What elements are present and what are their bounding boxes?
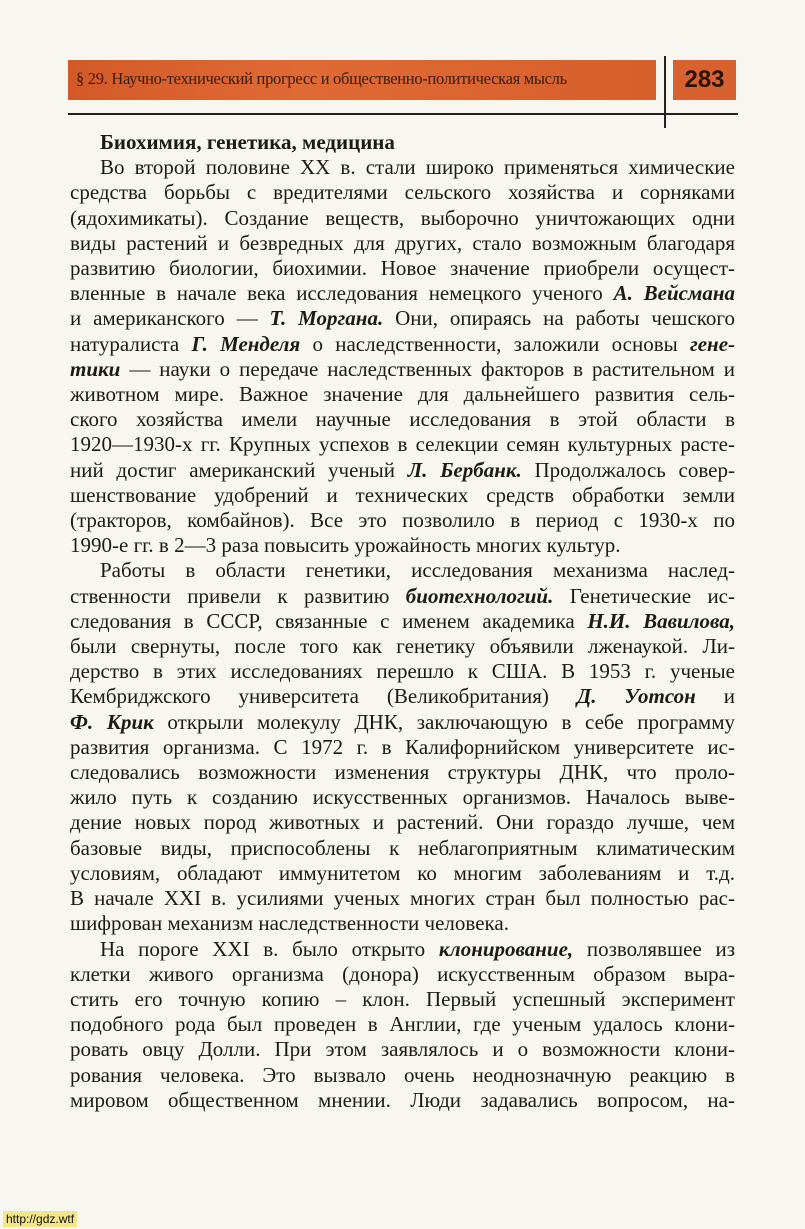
body-text — [70, 130, 735, 1113]
text-line — [70, 785, 735, 810]
text-line — [70, 684, 735, 709]
text-line — [70, 987, 735, 1012]
emphasized-term: биотехнологий. — [405, 583, 554, 608]
text-line — [70, 836, 735, 861]
watermark-link[interactable]: http://gdz.wtf — [3, 1211, 77, 1227]
text-segment: средства борьбы с вредителями сельского хозяйства и сорняками — [70, 180, 735, 205]
text-segment: условиям, обладают иммунитетом ко многим заболеваниям и т.д. — [70, 860, 735, 885]
emphasized-term: Л. Бербанк. — [407, 457, 522, 482]
emphasized-term: гене- — [689, 331, 736, 356]
text-line — [70, 1088, 735, 1113]
text-line — [70, 483, 735, 508]
text-line — [70, 634, 735, 659]
text-segment: Во второй половине XX в. стали широко применяться химические — [100, 155, 735, 180]
text-segment: В начале XXI в. усилиями ученых многих стран был полностью рас- — [70, 886, 735, 911]
text-line — [70, 886, 735, 911]
text-segment: о наследственности, заложили основы — [300, 331, 690, 356]
text-segment: позволявшее из — [573, 936, 735, 961]
text-segment: открыли молекулу ДНК, заключающую в себе программу — [153, 709, 735, 734]
text-line — [70, 508, 735, 533]
text-segment: рования человека. Это вызвало очень неоднозначную реакцию в — [70, 1062, 735, 1087]
text-segment: базовые виды, приспособлены к неблагоприятным климатическим — [70, 835, 735, 860]
text-segment: и американского — — [70, 306, 270, 331]
text-line — [70, 306, 735, 331]
text-segment: Биохимия, генетика, медицина — [100, 130, 395, 154]
running-header-title: § 29. Научно-технический прогресс и общественно-политическая мысль — [76, 69, 567, 88]
text-line — [70, 231, 735, 256]
text-line — [70, 180, 735, 205]
text-line — [70, 357, 735, 382]
emphasized-term: Т. Моргана. — [269, 306, 384, 331]
text-segment: дение новых пород животных и растений. Они гораздо лучше, чем — [70, 810, 735, 835]
text-segment: и — [695, 684, 736, 709]
text-segment: шенствование удобрений и технических средств обработки земли — [70, 482, 735, 507]
text-segment: (ядохимикаты). Создание веществ, выборочно уничтожающих одни — [70, 205, 735, 230]
emphasized-term: Н.И. Вавилова, — [587, 608, 735, 633]
text-segment: развитию биологии, биохимии. Новое значение приобрели осущест- — [70, 256, 735, 281]
text-segment: развития организма. С 1972 г. в Калифорнийском университете ис- — [70, 734, 735, 759]
text-segment: ний достиг американский ученый — [70, 457, 408, 482]
text-line — [70, 609, 735, 634]
text-segment: ского хозяйства имели научные исследования в этой области в — [70, 407, 735, 432]
text-line — [70, 937, 735, 962]
text-line — [70, 533, 735, 558]
text-segment: На пороге XXI в. было открыто — [100, 936, 439, 961]
text-line — [70, 382, 735, 407]
text-line — [70, 458, 735, 483]
text-line — [70, 155, 735, 180]
text-line — [70, 206, 735, 231]
text-segment: шифрован механизм наследственности человека. — [70, 911, 509, 936]
page-number: 283 — [684, 66, 725, 93]
text-line — [70, 407, 735, 432]
text-segment: были свернуты, после того как генетику объявили лженаукой. Ли- — [70, 634, 735, 659]
text-segment: виды растений и безвредных для других, стало возможным благодаря — [70, 230, 735, 255]
text-line — [70, 861, 735, 886]
emphasized-term: Д. Уотсон — [576, 684, 696, 709]
text-line — [70, 1012, 735, 1037]
text-segment: Работы в области генетики, исследования механизма наслед- — [100, 558, 735, 583]
text-segment: — науки о передаче наследственных факторов в растительном и — [120, 356, 735, 381]
emphasized-term: Г. Менделя — [191, 331, 301, 356]
text-segment: (тракторов, комбайнов). Все это позволило в период с 1930-х по — [70, 508, 735, 533]
text-segment: Они, опираясь на работы чешского — [383, 306, 735, 331]
text-line — [70, 659, 735, 684]
running-header-bar — [68, 60, 656, 100]
text-line — [70, 1063, 735, 1088]
text-segment: жило путь к созданию искусственных организмов. Началось выве- — [70, 785, 735, 810]
text-segment: 1990-е гг. в 2—3 раза повысить урожайность многих культур. — [70, 533, 621, 558]
text-segment: стить его точную копию – клон. Первый успешный эксперимент — [70, 986, 735, 1011]
text-segment: натуралиста — [70, 331, 192, 356]
text-line — [70, 584, 735, 609]
text-line — [70, 281, 735, 306]
text-line — [70, 735, 735, 760]
header-vertical-rule — [664, 56, 666, 128]
text-line — [70, 256, 735, 281]
text-segment: 1920—1930-х гг. Крупных успехов в селекции семян культурных расте- — [70, 432, 735, 457]
text-line — [70, 432, 735, 457]
section-heading — [70, 130, 735, 155]
text-line — [70, 558, 735, 583]
text-segment: дерство в этих исследованиях перешло к США. В 1953 г. ученые — [70, 659, 735, 684]
emphasized-term: Ф. Крик — [70, 709, 154, 734]
text-segment: следовались возможности изменения структуры ДНК, что проло- — [70, 760, 735, 785]
text-line — [70, 1037, 735, 1062]
header-rule — [68, 113, 738, 115]
text-line — [70, 710, 735, 735]
emphasized-term: клонирование, — [438, 936, 574, 961]
text-segment: клетки живого организма (донора) искусственным образом выра- — [70, 961, 735, 986]
page-number-box — [673, 60, 736, 100]
text-line — [70, 760, 735, 785]
text-line — [70, 810, 735, 835]
text-segment: ровать овцу Долли. При этом заявлялось и о возможности клони- — [70, 1037, 735, 1062]
text-line — [70, 911, 735, 936]
text-segment: Кембриджского университета (Великобритания) — [70, 684, 577, 709]
text-segment: мировом общественном мнении. Люди задавались вопросом, на- — [70, 1087, 735, 1112]
text-segment: подобного рода был проведен в Англии, где ученым удалось клони- — [70, 1012, 735, 1037]
emphasized-term: А. Вейсмана — [613, 281, 735, 306]
text-segment: следования в СССР, связанные с именем академика — [70, 608, 588, 633]
text-segment: Продолжалось совер- — [521, 457, 735, 482]
text-segment: вленные в начале века исследования немецкого ученого — [70, 281, 614, 306]
text-segment: ственности привели к развитию — [70, 583, 406, 608]
text-line — [70, 962, 735, 987]
text-segment: животном мире. Важное значение для дальнейшего развития сель- — [70, 382, 735, 407]
emphasized-term: тики — [70, 356, 121, 381]
text-segment: Генетические ис- — [553, 583, 735, 608]
text-line — [70, 332, 735, 357]
